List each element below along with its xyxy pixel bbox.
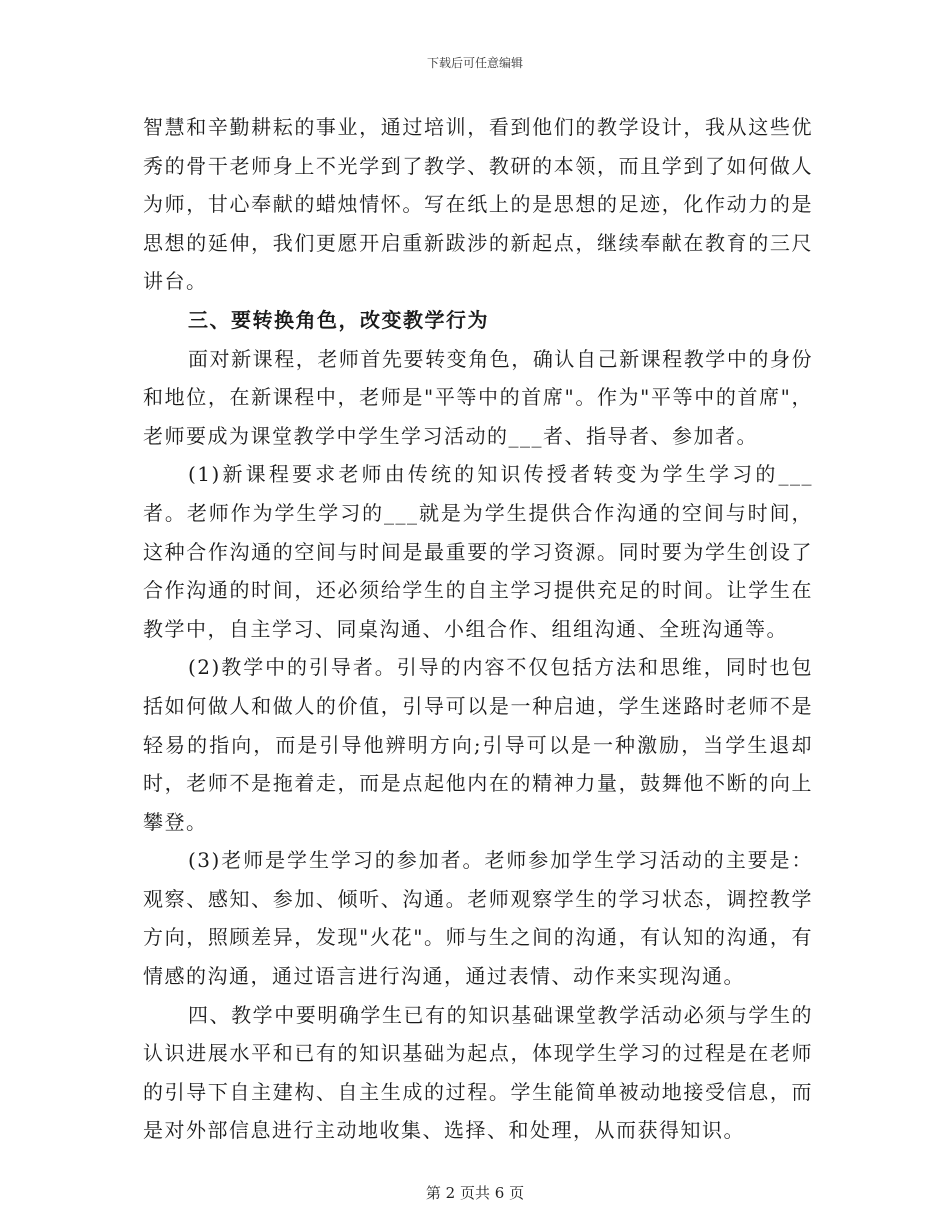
paragraph-point-1: (1)新课程要求老师由传统的知识传授者转变为学生学习的___者。老师作为学生学习的___就是为学生提供合作沟通的空间与时间，这种合作沟通的空间与时间是最重要的学习资源。同时要为学生创设了合作沟通的时间，还必须给学生的自主学习提供充足的时间。让学生在教学中，自主学习、同桌沟通、小组合作、组组沟通、全班沟通等。 [143,462,813,641]
paragraph-section-4: 四、教学中要明确学生已有的知识基础课堂教学活动必须与学生的认识进展水平和已有的知识基础为起点，体现学生学习的过程是在老师的引导下自主建构、自主生成的过程。学生能简单被动地接受信息，而是对外部信息进行主动地收集、选择、和处理，从而获得知识。 [143,1002,813,1143]
page-footer: 第 2 页共 6 页 [425,1184,525,1202]
paragraph-point-3: (3)老师是学生学习的参加者。老师参加学生学习活动的主要是：观察、感知、参加、倾听、沟通。老师观察学生的学习状态，调控教学方向，照顾差异，发现"火花"。师与生之间的沟通，有认知的沟通，有情感的沟通，通过语言进行沟通，通过表情、动作来实现沟通。 [143,848,813,989]
paragraph-continuation: 智慧和辛勤耕耘的事业，通过培训，看到他们的教学设计，我从这些优秀的骨干老师身上不光学到了教学、教研的本领，而且学到了如何做人为师，甘心奉献的蜡烛情怀。写在纸上的是思想的足迹，化作动力的是思想的延伸，我们更愿开启重新跋涉的新起点，继续奉献在教育的三尺讲台。 [143,115,813,294]
paragraph-role-change: 面对新课程，老师首先要转变角色，确认自己新课程教学中的身份和地位，在新课程中，老师是"平等中的首席"。作为"平等中的首席"，老师要成为课堂教学中学生学习活动的___者、指导者、参加者。 [143,346,813,448]
section-heading-3: 三、要转换角色，改变教学行为 [188,307,489,332]
paragraph-point-2: (2)教学中的引导者。引导的内容不仅包括方法和思维，同时也包括如何做人和做人的价值，引导可以是一种启迪，学生迷路时老师不是轻易的指向，而是引导他辨明方向;引导可以是一种激励，当学生退却时，老师不是拖着走，而是点起他内在的精神力量，鼓舞他不断的向上攀登。 [143,655,813,834]
document-body [143,108,813,1150]
page-header: 下载后可任意编辑 [426,56,523,70]
